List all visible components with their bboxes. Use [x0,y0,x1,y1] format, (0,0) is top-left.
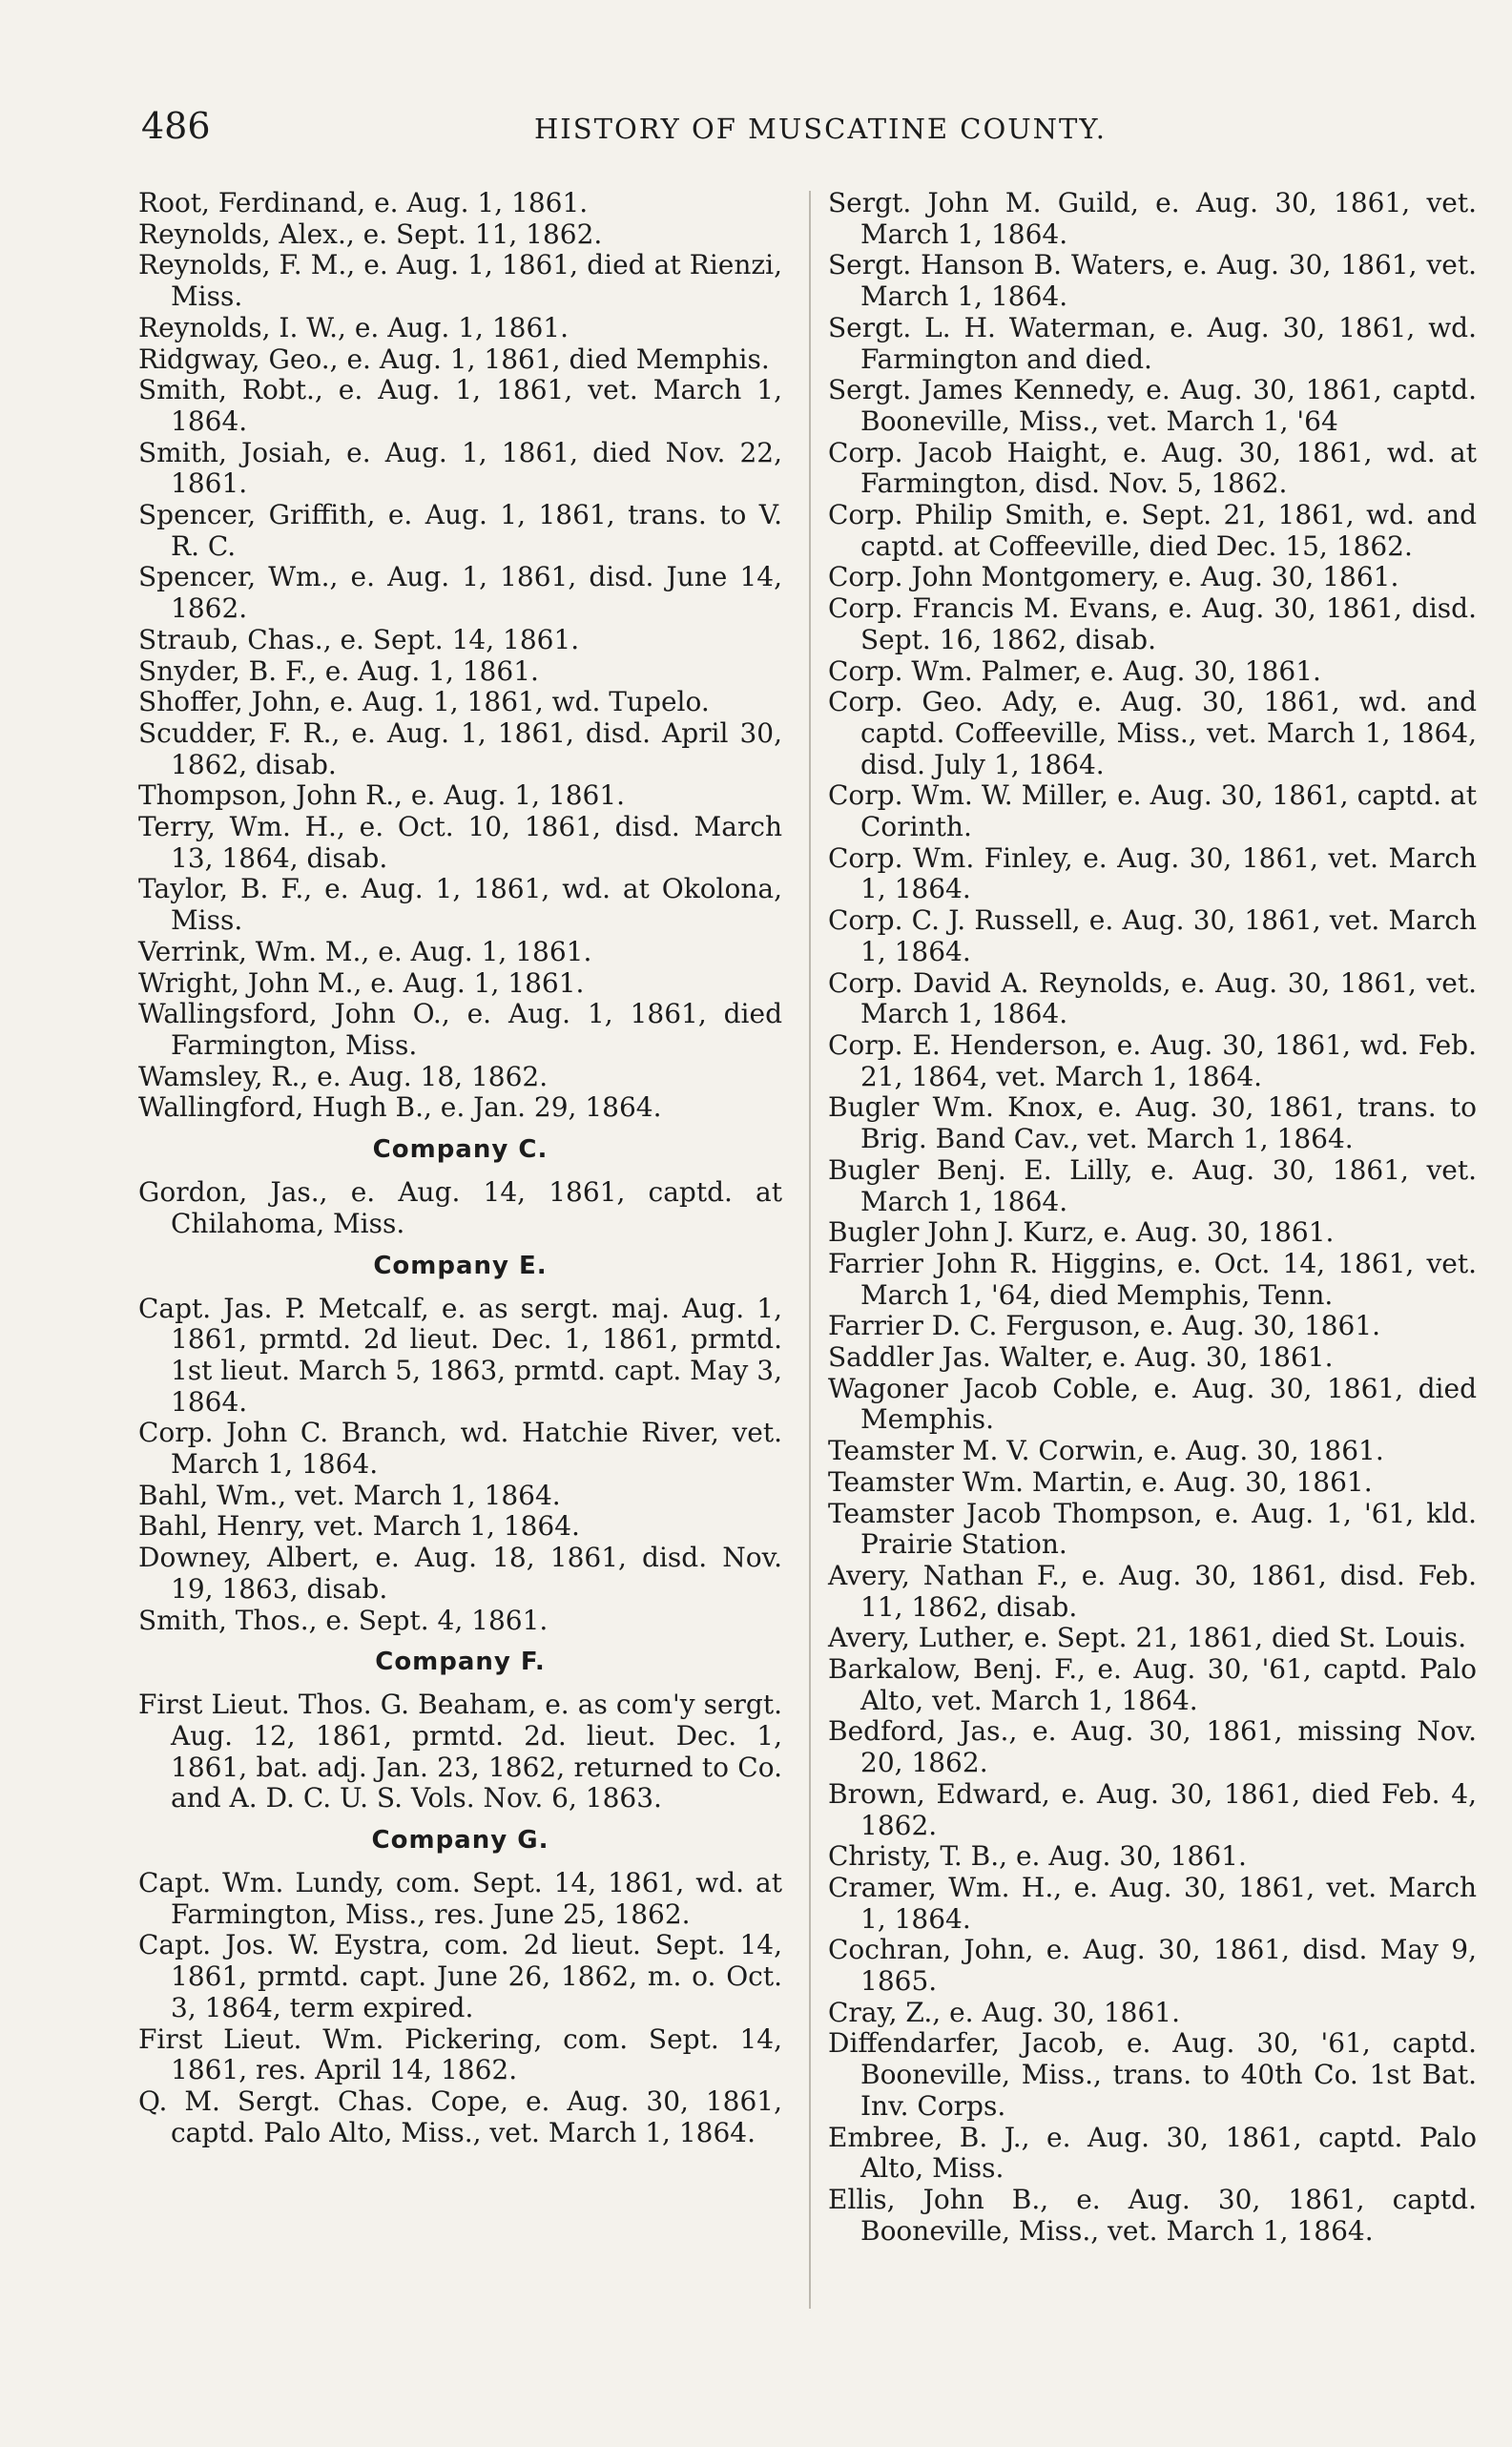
roster-entry: Barkalow, Benj. F., e. Aug. 30, '61, captd. Palo Alto, vet. March 1, 1864. [828,1653,1477,1716]
roster-entry: Sergt. L. H. Waterman, e. Aug. 30, 1861, wd. Farmington and died. [828,311,1477,375]
roster-entry: Reynolds, Alex., e. Sept. 11, 1862. [138,218,603,250]
roster-entry: Wright, John M., e. Aug. 1, 1861. [138,966,585,999]
roster-entry: Q. M. Sergt. Chas. Cope, e. Aug. 30, 1861, captd. Palo Alto, Miss., vet. March 1, 1864. [138,2084,782,2148]
roster-entry: Reynolds, I. W., e. Aug. 1, 1861. [138,311,569,343]
roster-entry: Corp. Wm. Finley, e. Aug. 30, 1861, vet. March 1, 1864. [828,841,1477,905]
roster-entry: Avery, Nathan F., e. Aug. 30, 1861, disd. Feb. 11, 1862, disab. [828,1559,1477,1623]
roster-entry: Cochran, John, e. Aug. 30, 1861, disd. May 9, 1865. [828,1934,1477,1998]
roster-entry: Corp. Geo. Ady, e. Aug. 30, 1861, wd. and captd. Coffeeville, Miss., vet. March 1, 1864, disd. July 1, 1864. [828,686,1477,780]
company-heading: Company C. [372,1135,549,1165]
roster-entry: Christy, T. B., e. Aug. 30, 1861. [828,1840,1247,1873]
roster-entry: Sergt. John M. Guild, e. Aug. 30, 1861, vet. March 1, 1864. [828,187,1477,250]
roster-entry: Corp. Wm. W. Miller, e. Aug. 30, 1861, captd. at Corinth. [828,779,1477,843]
right-column [828,188,1477,2247]
roster-entry: Capt. Wm. Lundy, com. Sept. 14, 1861, wd. at Farmington, Miss., res. June 25, 1862. [138,1867,782,1930]
roster-entry: Spencer, Griffith, e. Aug. 1, 1861, trans. to V. R. C. [138,499,782,562]
roster-entry: Wallingford, Hugh B., e. Jan. 29, 1864. [138,1091,662,1124]
roster-entry: Taylor, B. F., e. Aug. 1, 1861, wd. at Okolona, Miss. [138,873,782,937]
roster-entry: Wamsley, R., e. Aug. 18, 1862. [138,1060,549,1092]
roster-entry: Straub, Chas., e. Sept. 14, 1861. [138,623,580,655]
roster-entry: Brown, Edward, e. Aug. 30, 1861, died Feb. 4, 1862. [828,1777,1477,1841]
roster-entry: Sergt. James Kennedy, e. Aug. 30, 1861, captd. Booneville, Miss., vet. March 1, '64 [828,374,1477,437]
roster-entry: Smith, Thos., e. Sept. 4, 1861. [138,1604,549,1636]
roster-entry: Corp. Philip Smith, e. Sept. 21, 1861, wd. and captd. at Coffeeville, died Dec. 15, 1862. [828,499,1477,562]
roster-entry: Downey, Albert, e. Aug. 18, 1861, disd. Nov. 19, 1863, disab. [138,1542,782,1605]
roster-entry: Bahl, Henry, vet. March 1, 1864. [138,1510,580,1543]
roster-entry: Cramer, Wm. H., e. Aug. 30, 1861, vet. March 1, 1864. [828,1871,1477,1935]
company-heading: Company E. [373,1251,548,1280]
roster-entry: Bedford, Jas., e. Aug. 30, 1861, missing Nov. 20, 1862. [828,1715,1477,1779]
roster-entry: Corp. Francis M. Evans, e. Aug. 30, 1861, disd. Sept. 16, 1862, disab. [828,592,1477,655]
roster-entry: Cray, Z., e. Aug. 30, 1861. [828,1996,1181,2028]
roster-entry: Reynolds, F. M., e. Aug. 1, 1861, died at Rienzi, Miss. [138,249,782,313]
roster-entry: Corp. John C. Branch, wd. Hatchie River, vet. March 1, 1864. [138,1417,782,1481]
roster-entry: Bugler Wm. Knox, e. Aug. 30, 1861, trans. to Brig. Band Cav., vet. March 1, 1864. [828,1091,1477,1155]
roster-entry: Corp. John Montgomery, e. Aug. 30, 1861. [828,561,1399,593]
roster-entry: Terry, Wm. H., e. Oct. 10, 1861, disd. March 13, 1864, disab. [138,811,782,874]
roster-entry: Capt. Jas. P. Metcalf, e. as sergt. maj. Aug. 1, 1861, prmtd. 2d lieut. Dec. 1, 1861, prmtd. 1st lieut. March 5, 1863, prmtd. capt. May 3, 1864. [138,1292,782,1418]
roster-entry: Farrier John R. Higgins, e. Oct. 14, 1861, vet. March 1, '64, died Memphis, Tenn. [828,1247,1477,1311]
roster-entry: Embree, B. J., e. Aug. 30, 1861, captd. Palo Alto, Miss. [828,2121,1477,2185]
roster-entry: Smith, Josiah, e. Aug. 1, 1861, died Nov. 22, 1861. [138,436,782,500]
roster-entry: Saddler Jas. Walter, e. Aug. 30, 1861. [828,1341,1334,1374]
roster-entry: Corp. Wm. Palmer, e. Aug. 30, 1861. [828,654,1321,687]
roster-entry: Root, Ferdinand, e. Aug. 1, 1861. [138,187,589,218]
roster-entry: Teamster Jacob Thompson, e. Aug. 1, '61, kld. Prairie Station. [828,1497,1477,1561]
roster-entry: Wallingsford, John O., e. Aug. 1, 1861, died Farmington, Miss. [138,998,782,1061]
company-heading: Company G. [371,1826,549,1856]
page-number: 486 [141,105,211,147]
company-heading: Company F. [375,1648,546,1677]
left-column [138,188,782,2148]
roster-entry: First Lieut. Thos. G. Beaham, e. as com'y sergt. Aug. 12, 1861, prmtd. 2d. lieut. Dec. 1, 1861, bat. adj. Jan. 23, 1862, returned to Co. and A. D. C. U. S. Vols. Nov. 6, 1863. [138,1689,782,1815]
roster-entry: Avery, Luther, e. Sept. 21, 1861, died St. Louis. [828,1622,1467,1654]
roster-entry: Thompson, John R., e. Aug. 1, 1861. [138,779,626,812]
roster-entry: Teamster Wm. Martin, e. Aug. 30, 1861. [828,1465,1373,1498]
roster-entry: Ridgway, Geo., e. Aug. 1, 1861, died Memphis. [138,342,770,375]
roster-entry: Corp. C. J. Russell, e. Aug. 30, 1861, vet. March 1, 1864. [828,904,1477,967]
roster-entry: Corp. Jacob Haight, e. Aug. 30, 1861, wd. at Farmington, disd. Nov. 5, 1862. [828,436,1477,500]
running-title: HISTORY OF MUSCATINE COUNTY. [534,113,1108,145]
roster-entry: Wagoner Jacob Coble, e. Aug. 30, 1861, died Memphis. [828,1372,1477,1436]
column-divider [809,191,811,2309]
roster-entry: Bugler Benj. E. Lilly, e. Aug. 30, 1861, vet. March 1, 1864. [828,1153,1477,1217]
page-header [0,105,1512,153]
roster-entry: Bahl, Wm., vet. March 1, 1864. [138,1479,561,1511]
roster-entry: Ellis, John B., e. Aug. 30, 1861, captd. Booneville, Miss., vet. March 1, 1864. [828,2184,1477,2247]
roster-entry: Shoffer, John, e. Aug. 1, 1861, wd. Tupelo. [138,686,710,718]
roster-entry: First Lieut. Wm. Pickering, com. Sept. 14, 1861, res. April 14, 1862. [138,2022,782,2086]
roster-entry: Scudder, F. R., e. Aug. 1, 1861, disd. April 30, 1862, disab. [138,716,782,780]
roster-entry: Teamster M. V. Corwin, e. Aug. 30, 1861. [828,1435,1384,1467]
roster-entry: Verrink, Wm. M., e. Aug. 1, 1861. [138,935,592,967]
roster-entry: Farrier D. C. Ferguson, e. Aug. 30, 1861. [828,1310,1381,1342]
roster-entry: Snyder, B. F., e. Aug. 1, 1861. [138,654,539,687]
roster-entry: Smith, Robt., e. Aug. 1, 1861, vet. March 1, 1864. [138,374,782,437]
roster-entry: Sergt. Hanson B. Waters, e. Aug. 30, 1861, vet. March 1, 1864. [828,249,1477,313]
roster-entry: Gordon, Jas., e. Aug. 14, 1861, captd. at Chilahoma, Miss. [138,1176,782,1239]
roster-entry: Diffendarfer, Jacob, e. Aug. 30, '61, captd. Booneville, Miss., trans. to 40th Co. 1st Bat. Inv. Corps. [828,2027,1477,2122]
roster-entry: Capt. Jos. W. Eystra, com. 2d lieut. Sept. 14, 1861, prmtd. capt. June 26, 1862, m. o. Oct. 3, 1864, term expired. [138,1929,782,2023]
roster-entry: Corp. David A. Reynolds, e. Aug. 30, 1861, vet. March 1, 1864. [828,966,1477,1030]
roster-entry: Corp. E. Henderson, e. Aug. 30, 1861, wd. Feb. 21, 1864, vet. March 1, 1864. [828,1028,1477,1092]
roster-entry: Spencer, Wm., e. Aug. 1, 1861, disd. June 14, 1862. [138,561,782,625]
roster-entry: Bugler John J. Kurz, e. Aug. 30, 1861. [828,1216,1335,1249]
